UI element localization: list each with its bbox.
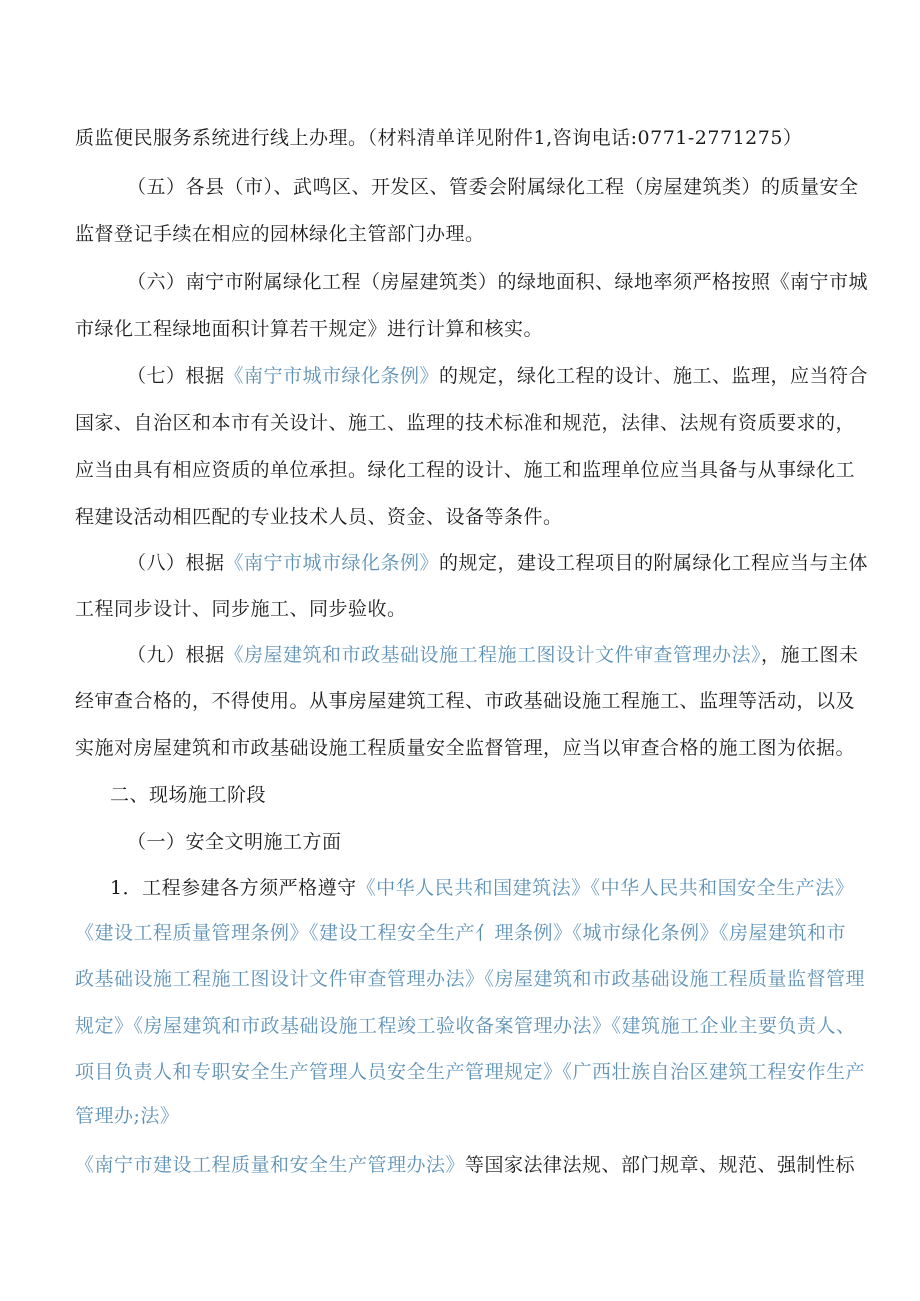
text-span: 等国家法律法规、部门规章、规范、强制性标 [465,1154,856,1176]
text-span: （九）根据 [127,644,225,666]
text-line: 实施对房屋建筑和市政基础设施工程质量安全监督管理，应当以审查合格的施工图为依据。 [75,737,856,759]
text-line [75,1153,855,1177]
subsection-heading: （一）安全文明施工方面 [127,831,342,853]
text-line [110,876,854,900]
law-reference-link[interactable]: 《南宁市城市绿化条例》 [224,552,440,574]
text-span: 的规定，绿化工程的设计、施工、监理，应当符合 [439,365,869,387]
text-line: 工程同步设计、同步施工、同步验收。 [75,598,407,620]
law-reference-link[interactable]: 《建设工程质量管理条例》《建设工程安全生产亻理条例》《城市绿化条例》《房屋建筑和市 [75,922,847,944]
text-span: ，施工图未 [761,644,859,666]
law-reference-link[interactable]: 《南宁市城市绿化条例》 [224,365,440,387]
law-reference-link[interactable]: 规定》《房屋建筑和市政基础设施工程竣工验收备案管理办法》《建筑施工企业主要负责人、 [75,1015,856,1037]
text-span: （八）根据 [127,552,225,574]
law-reference-link[interactable]: 项目负责人和专职安全生产管理人员安全生产管理规定》《广西壮族自治区建筑工程安作生产 [75,1061,866,1083]
law-reference-link[interactable]: 《房屋建筑和市政基础设施工程施工图设计文件审查管理办法》 [224,644,762,666]
law-reference-link[interactable]: 《中华人民共和国建筑法》《中华人民共和国安全生产法》 [356,877,855,899]
text-span: （七）根据 [127,365,225,387]
text-line [127,551,868,575]
text-span: 的规定，建设工程项目的附属绿化工程应当与主体 [439,552,869,574]
text-span: 1．工程参建各方须严格遵守 [110,877,357,899]
text-line [127,364,868,388]
law-reference-link[interactable]: 《南宁市建设工程质量和安全生产管理办法》 [75,1154,466,1176]
text-line: 国家、自治区和本市有关设计、施工、监理的技术标准和规范，法律、法规有资质要求的， [75,412,856,434]
text-line: 监督登记手续在相应的园林绿化主管部门办理。 [75,223,485,245]
text-line [127,643,859,667]
law-reference-link[interactable]: 政基础设施工程施工图设计文件审查管理办法》《房屋建筑和市政基础设施工程质量监督管理 [75,968,866,990]
text-line: 市绿化工程绿地面积计算若干规定》进行计算和核实。 [75,318,544,340]
text-line: （六）南宁市附属绿化工程（房屋建筑类）的绿地面积、绿地率须严格按照《南宁市城 [127,271,869,293]
text-line: 经审查合格的，不得使用。从事房屋建筑工程、市政基础设施工程施工、监理等活动，以及 [75,690,856,712]
law-reference-link[interactable]: 管理办;法》 [75,1105,180,1127]
text-line: 质监便民服务系统进行线上办理。（材料清单详见附件1,咨询电话:0771-2771275） [75,127,803,149]
text-line: 程建设活动相匹配的专业技术人员、资金、设备等条件。 [75,506,563,528]
section-heading: 二、现场施工阶段 [110,784,267,806]
text-line: （五）各县（市）、武鸣区、开发区、管委会附属绿化工程（房屋建筑类）的质量安全 [127,176,859,198]
text-line: 应当由具有相应资质的单位承担。绿化工程的设计、施工和监理单位应当具备与从事绿化工 [75,459,856,481]
